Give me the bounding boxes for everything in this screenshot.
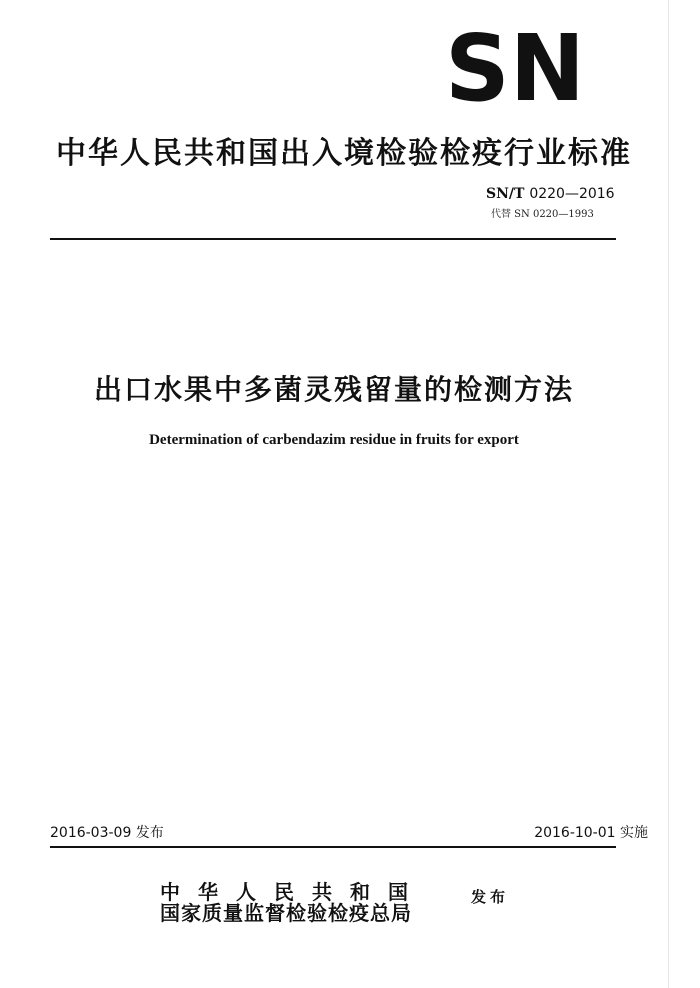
- implementation-date: 2016-10-01 实施: [534, 825, 648, 841]
- top-divider: [50, 238, 616, 240]
- issuer-line-2: 国家质量监督检验检疫总局: [160, 901, 412, 925]
- sn-logo: [444, 24, 586, 108]
- replaces-standard: 代替 SN 0220—1993: [491, 209, 594, 220]
- issue-date: 2016-03-09 发布: [50, 825, 164, 841]
- sn-logo-graphic: [444, 24, 586, 108]
- standard-number: [486, 186, 615, 202]
- standard-prefix: SN/T: [486, 186, 530, 202]
- standard-digits: 0220—2016: [529, 186, 615, 202]
- publish-label: 发布: [471, 888, 510, 906]
- issuer-line-1: 中华人民共和国: [160, 880, 426, 904]
- title-chinese: 出口水果中多菌灵残留量的检测方法: [93, 373, 574, 406]
- standard-category: 中华人民共和国出入境检验检疫行业标准: [56, 136, 632, 171]
- title-english: Determination of carbendazim residue in fruits for export: [149, 432, 519, 448]
- page-edge-line: [668, 0, 669, 988]
- sn-logo-text: SN: [445, 24, 585, 108]
- bottom-divider: [50, 846, 616, 848]
